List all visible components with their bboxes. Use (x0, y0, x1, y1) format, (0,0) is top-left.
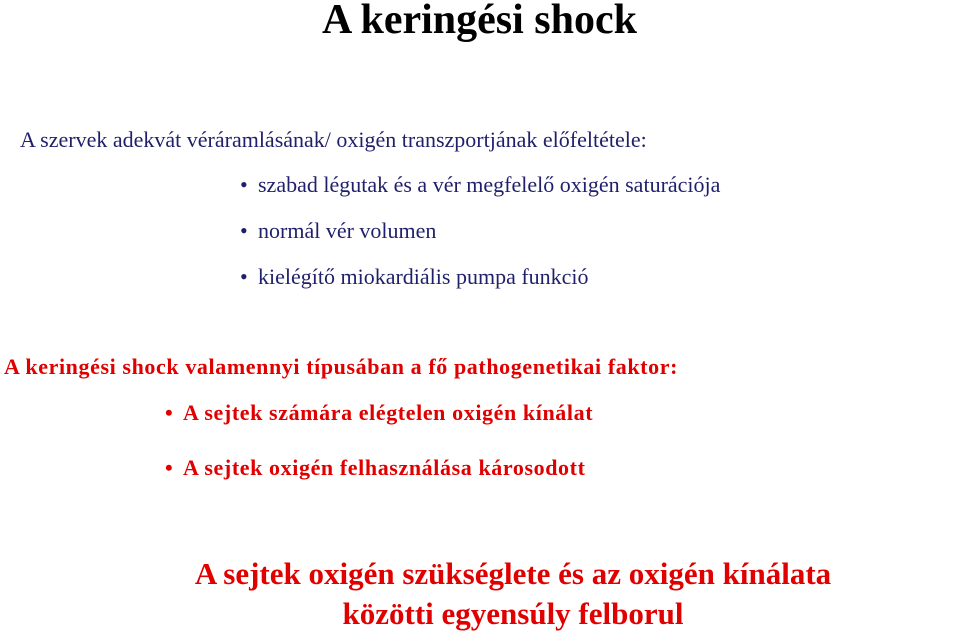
conclusion-line-1: A sejtek oxigén szükséglete és az oxigén kínálata (194, 556, 832, 591)
bullet-icon: • (165, 400, 174, 425)
pathogenesis-item-label: A sejtek oxigén felhasználása károsodott (183, 455, 586, 480)
prerequisite-item-label: normál vér volumen (258, 218, 437, 243)
bullet-icon: • (165, 455, 174, 480)
conclusion-line-2: közötti egyensúly felborul (342, 596, 684, 631)
pathogenesis-item-label: A sejtek számára elégtelen oxigén kínálat (183, 400, 594, 425)
prerequisites-heading: A szervek adekvát véráramlásának/ oxigén transzportjának előfeltétele: (20, 127, 647, 152)
prerequisite-item-label: szabad légutak és a vér megfelelő oxigén saturációja (258, 172, 721, 197)
pathogenesis-item (165, 456, 586, 480)
bullet-icon: • (240, 218, 248, 243)
pathogenesis-item (165, 401, 593, 425)
prerequisite-item (240, 219, 436, 243)
bullet-icon: • (240, 172, 248, 197)
pathogenesis-heading: A keringési shock valamennyi típusában a fő pathogenetikai faktor: (4, 354, 679, 379)
prerequisite-item (240, 265, 589, 289)
prerequisite-item (240, 173, 720, 197)
page-title: A keringési shock (321, 0, 638, 43)
bullet-icon: • (240, 264, 248, 289)
prerequisite-item-label: kielégítő miokardiális pumpa funkció (258, 264, 589, 289)
